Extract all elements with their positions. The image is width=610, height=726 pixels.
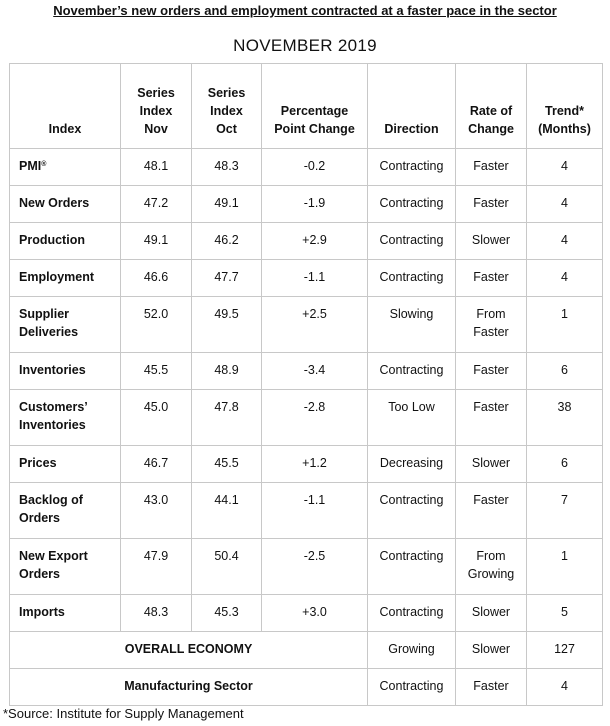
row-rate-of-change: Faster [456,390,527,446]
table-row [10,483,603,539]
header-trend: Trend* (Months) [527,64,603,149]
source-note: *Source: Institute for Supply Management [3,706,244,721]
row-point-change: +3.0 [262,595,368,632]
row-nov-value: 49.1 [121,223,192,260]
row-nov-value: 46.7 [121,446,192,483]
row-rate-of-change: From Growing [456,539,527,595]
summary-trend: 4 [527,669,603,706]
row-rate-of-change: Slower [456,595,527,632]
row-trend: 4 [527,186,603,223]
row-point-change: -1.1 [262,483,368,539]
row-nov-value: 52.0 [121,297,192,353]
row-oct-value: 49.1 [192,186,262,223]
summary-rate-of-change: Slower [456,632,527,669]
row-nov-value: 47.2 [121,186,192,223]
row-index-name: Production [10,223,121,260]
row-rate-of-change: From Faster [456,297,527,353]
summary-label: Manufacturing Sector [10,669,368,706]
header-index: Index [10,64,121,149]
row-trend: 1 [527,297,603,353]
table-row [10,353,603,390]
headline: November’s new orders and employment contracted at a faster pace in the sector [53,3,557,18]
header-series-oct: Series Index Oct [192,64,262,149]
table-row [10,539,603,595]
row-nov-value: 45.5 [121,353,192,390]
header-row [10,64,603,149]
table-row [10,297,603,353]
row-index-name: New Export Orders [10,539,121,595]
row-rate-of-change: Slower [456,446,527,483]
header-direction: Direction [368,64,456,149]
row-trend: 7 [527,483,603,539]
row-direction: Contracting [368,353,456,390]
row-point-change: +2.9 [262,223,368,260]
row-point-change: -2.5 [262,539,368,595]
row-rate-of-change: Faster [456,353,527,390]
row-nov-value: 46.6 [121,260,192,297]
row-direction: Slowing [368,297,456,353]
summary-label: OVERALL ECONOMY [10,632,368,669]
summary-row-manufacturing-sector [10,669,603,706]
row-direction: Contracting [368,595,456,632]
row-oct-value: 46.2 [192,223,262,260]
row-trend: 6 [527,353,603,390]
row-trend: 6 [527,446,603,483]
table-row [10,223,603,260]
table-row [10,260,603,297]
row-nov-value: 48.3 [121,595,192,632]
row-index-name: New Orders [10,186,121,223]
row-rate-of-change: Faster [456,149,527,186]
row-direction: Contracting [368,483,456,539]
row-oct-value: 48.3 [192,149,262,186]
row-index-name: Employment [10,260,121,297]
row-direction: Contracting [368,149,456,186]
row-oct-value: 49.5 [192,297,262,353]
row-direction: Contracting [368,223,456,260]
table-row [10,149,603,186]
row-trend: 1 [527,539,603,595]
row-oct-value: 47.8 [192,390,262,446]
row-index-name: Imports [10,595,121,632]
header-rate-of-change: Rate of Change [456,64,527,149]
row-point-change: -1.9 [262,186,368,223]
row-trend: 4 [527,149,603,186]
table-row [10,595,603,632]
row-direction: Too Low [368,390,456,446]
row-index-name: Backlog of Orders [10,483,121,539]
row-direction: Contracting [368,539,456,595]
row-trend: 38 [527,390,603,446]
summary-direction: Growing [368,632,456,669]
row-point-change: -3.4 [262,353,368,390]
row-nov-value: 48.1 [121,149,192,186]
row-oct-value: 45.3 [192,595,262,632]
ism-index-table [9,63,603,706]
row-direction: Contracting [368,260,456,297]
row-rate-of-change: Slower [456,223,527,260]
table-row [10,186,603,223]
row-direction: Decreasing [368,446,456,483]
row-trend: 4 [527,260,603,297]
row-nov-value: 43.0 [121,483,192,539]
summary-row-overall-economy [10,632,603,669]
summary-direction: Contracting [368,669,456,706]
row-oct-value: 50.4 [192,539,262,595]
row-point-change: -1.1 [262,260,368,297]
row-oct-value: 45.5 [192,446,262,483]
summary-rate-of-change: Faster [456,669,527,706]
table-title: NOVEMBER 2019 [233,36,377,55]
header-point-change: Percentage Point Change [262,64,368,149]
row-point-change: -0.2 [262,149,368,186]
header-series-nov: Series Index Nov [121,64,192,149]
row-direction: Contracting [368,186,456,223]
row-rate-of-change: Faster [456,483,527,539]
table-row [10,390,603,446]
row-rate-of-change: Faster [456,260,527,297]
row-point-change: -2.8 [262,390,368,446]
row-oct-value: 47.7 [192,260,262,297]
table-row [10,446,603,483]
row-index-name: Prices [10,446,121,483]
row-point-change: +1.2 [262,446,368,483]
row-point-change: +2.5 [262,297,368,353]
row-oct-value: 48.9 [192,353,262,390]
summary-trend: 127 [527,632,603,669]
row-index-name: Supplier Deliveries [10,297,121,353]
row-trend: 4 [527,223,603,260]
row-oct-value: 44.1 [192,483,262,539]
row-index-name: Customers’ Inventories [10,390,121,446]
row-index-name: PMI® [10,149,121,186]
row-nov-value: 45.0 [121,390,192,446]
row-index-name: Inventories [10,353,121,390]
row-trend: 5 [527,595,603,632]
row-nov-value: 47.9 [121,539,192,595]
row-rate-of-change: Faster [456,186,527,223]
